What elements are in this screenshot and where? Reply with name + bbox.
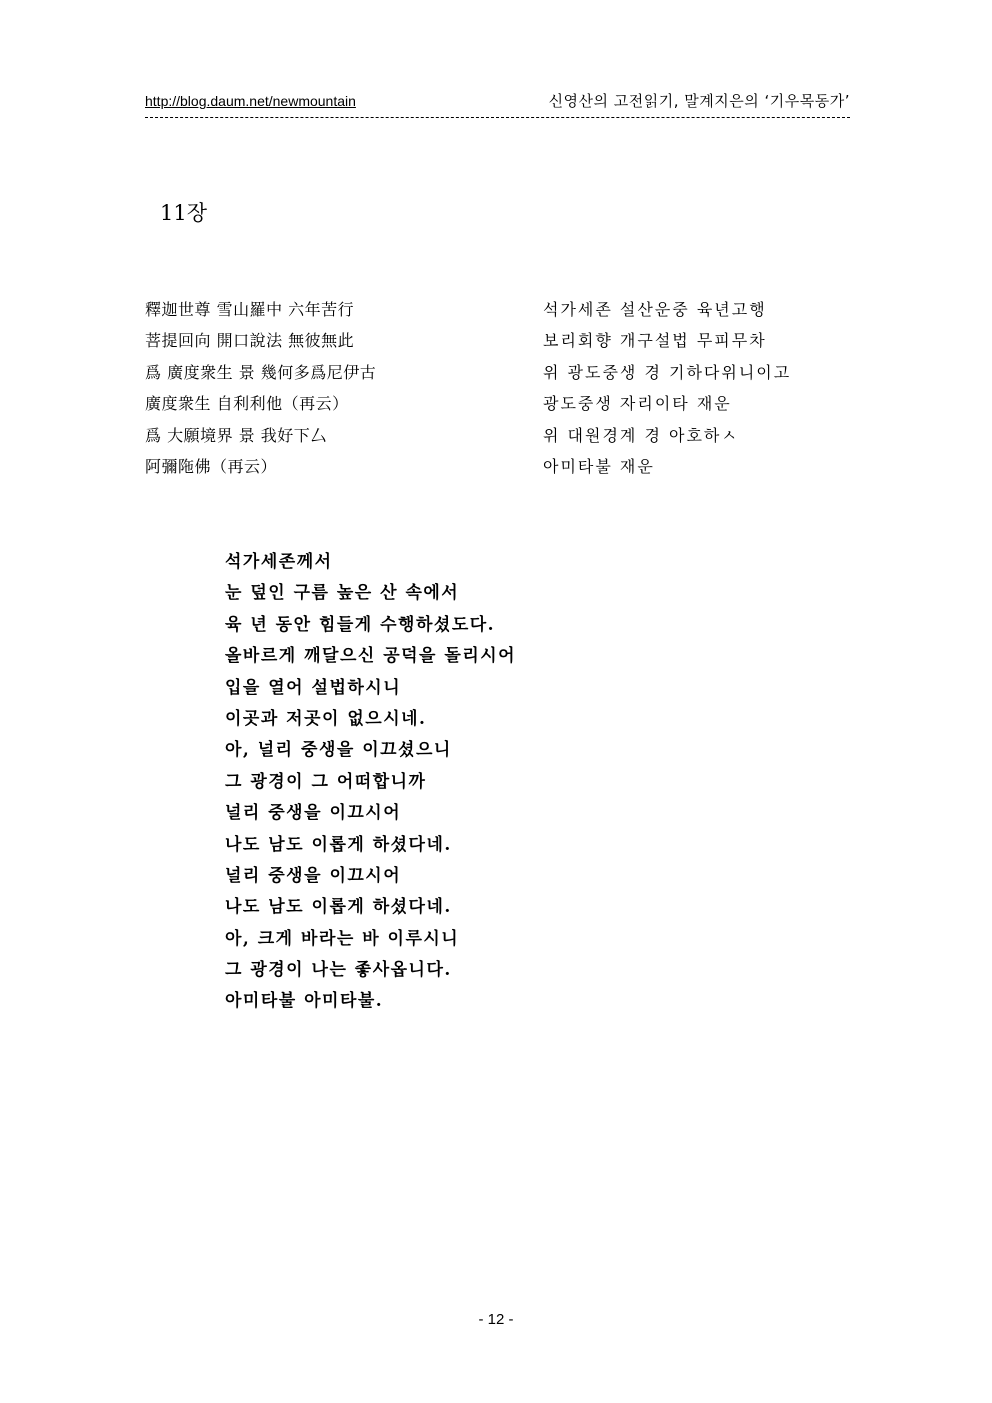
verse-hanja: 廣度衆生 自利利他（再云） xyxy=(145,394,349,414)
translation-line: 아, 크게 바라는 바 이루시니 xyxy=(225,928,460,949)
verse-hangul: 위 대원경계 경 아호하ㅅ xyxy=(543,425,739,445)
translation-line: 아미타불 아미타불. xyxy=(225,991,384,1012)
header-title: 신영산의 고전읽기, 말계지은의 ‘기우목동가’ xyxy=(548,92,850,110)
translation-line: 이곳과 저곳이 없으시네. xyxy=(225,708,427,729)
translation-line: 눈 덮인 구름 높은 산 속에서 xyxy=(225,583,460,604)
verse-row xyxy=(145,328,850,359)
verse-table xyxy=(145,297,850,485)
translation-line: 그 광경이 그 어떠합니까 xyxy=(225,771,427,792)
verse-hangul: 아미타불 재운 xyxy=(543,456,655,476)
translation-block xyxy=(225,548,785,1019)
translation-line: 육 년 동안 힘들게 수행하셨도다. xyxy=(225,614,496,635)
verse-hangul: 광도중생 자리이타 재운 xyxy=(543,394,732,414)
header-divider xyxy=(145,117,850,118)
translation-line: 올바르게 깨달으신 공덕을 돌리시어 xyxy=(225,646,517,667)
translation-line: 입을 열어 설법하시니 xyxy=(225,677,402,698)
translation-line: 널리 중생을 이끄시어 xyxy=(225,803,402,824)
verse-row xyxy=(145,423,850,454)
page-number: - 12 - xyxy=(478,1311,514,1328)
verse-hangul: 석가세존 설산운중 육년고행 xyxy=(543,300,767,319)
blog-url-link[interactable]: http://blog.daum.net/newmountain xyxy=(145,93,356,109)
verse-row xyxy=(145,360,850,391)
verse-hangul: 위 광도중생 경 기하다위니이고 xyxy=(543,362,792,382)
verse-row xyxy=(145,454,850,485)
translation-line: 나도 남도 이롭게 하셨다네. xyxy=(225,834,452,855)
page-header xyxy=(145,90,850,114)
verse-hanja: 釋迦世尊 雪山羅中 六年苦行 xyxy=(145,300,355,319)
translation-line: 나도 남도 이롭게 하셨다네. xyxy=(225,897,452,918)
verse-hanja: 爲 大願境界 景 我好下厶 xyxy=(145,425,327,445)
translation-line: 석가세존께서 xyxy=(225,552,333,572)
verse-hangul: 보리회향 개구설법 무피무차 xyxy=(543,331,767,351)
translation-line: 널리 중생을 이끄시어 xyxy=(225,865,402,886)
verse-hanja: 爲 廣度衆生 景 幾何多爲尼伊古 xyxy=(145,362,377,382)
translation-line: 아, 널리 중생을 이끄셨으니 xyxy=(225,740,452,761)
verse-hanja: 菩提回向 開口說法 無彼無此 xyxy=(145,331,355,351)
verse-row xyxy=(145,391,850,422)
verse-row xyxy=(145,297,850,328)
chapter-title: 11장 xyxy=(160,201,208,225)
translation-line: 그 광경이 나는 좋사옵니다. xyxy=(225,960,452,981)
verse-hanja: 阿彌陁佛（再云） xyxy=(145,456,278,476)
